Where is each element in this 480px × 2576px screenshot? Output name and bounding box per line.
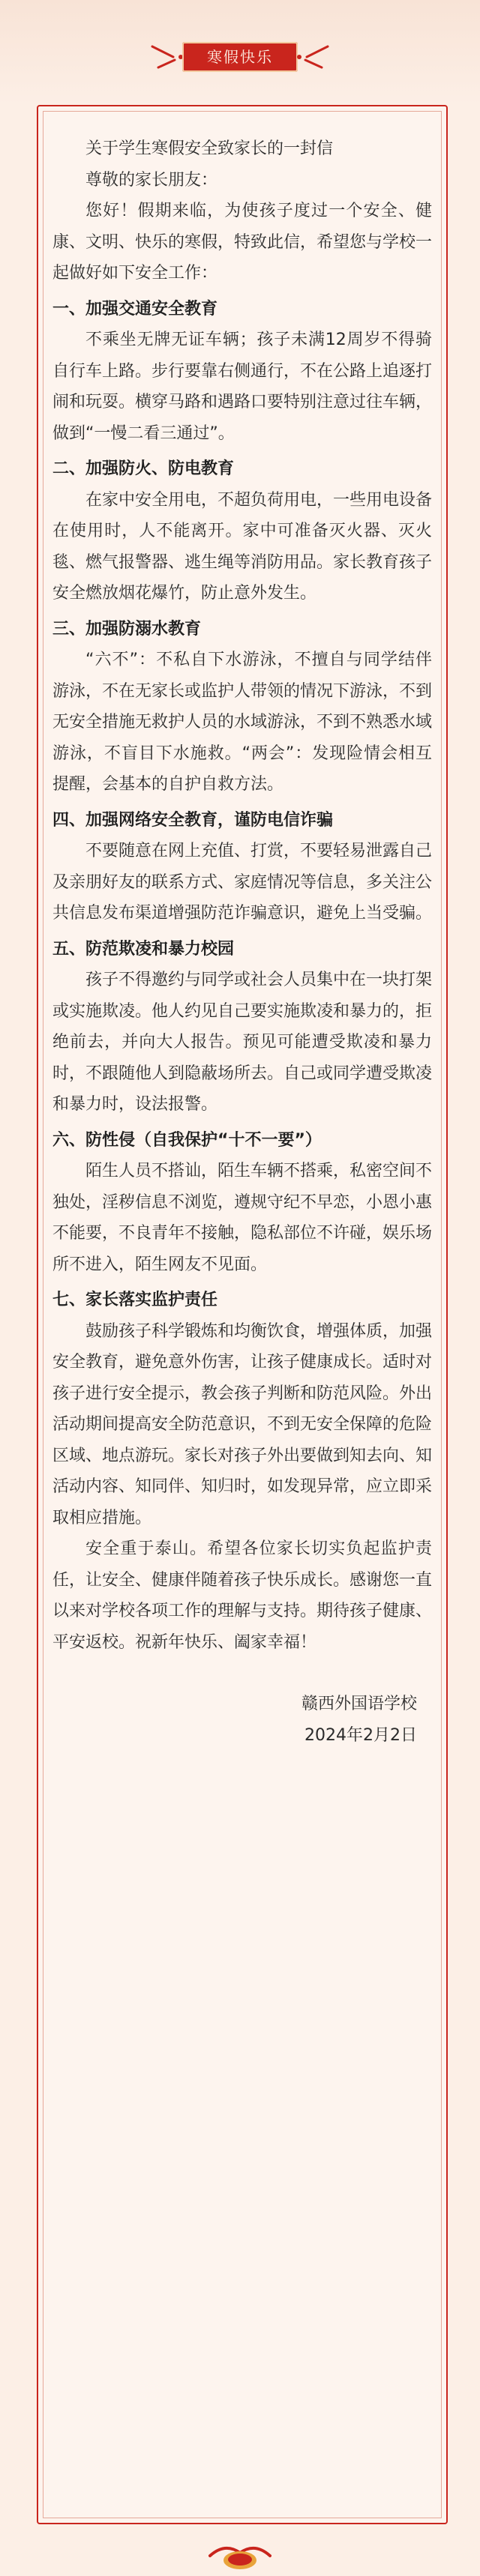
spacer [52, 1658, 432, 1689]
letter-title: 关于学生寒假安全致家长的一封信 [86, 139, 334, 158]
section-heading: 一、加强交通安全教育 [52, 299, 218, 319]
section-heading: 三、加强防溺水教育 [52, 619, 202, 639]
letter-greeting: 尊敬的家长朋友： [86, 170, 218, 190]
closing-paragraph: 安全重于泰山。希望各位家长切实负起监护责任，让安全、健康伴随着孩子快乐成长。感谢您一直以来对学校各项工作的理解与支持。期待孩子健康、平安返校。祝新年快乐、阖家幸福！ [52, 1539, 433, 1652]
section-body: 不乘坐无牌无证车辆；孩子未满12周岁不得骑自行车上路。步行要靠右侧通行，不在公路上追逐打闹和玩耍。横穿马路和遇路口要特别注意过往车辆，做到“一慢二看三通过”。 [52, 331, 433, 443]
section-heading: 六、防性侵（自我保护“十不一要”） [52, 1130, 322, 1150]
section-body: 陌生人员不搭讪，陌生车辆不搭乘，私密空间不独处，淫秽信息不浏览，遵规守纪不早恋，小恩小惠不能要，不良青年不接触，隐私部位不许碰，娱乐场所不进入，陌生网友不见面。 [52, 1162, 433, 1274]
swirl-decoration-icon [289, 42, 334, 72]
section-heading: 四、加强网络安全教育，谨防电信诈骗 [52, 810, 334, 830]
section-body: 不要随意在网上充值、打赏，不要轻易泄露自己及亲朋好友的联系方式、家庭情况等信息，多关注公共信息发布渠道增强防范诈骗意识，避免上当受骗。 [52, 842, 433, 923]
section-body: “六不”：不私自下水游泳，不擅自与同学结伴游泳，不在无家长或监护人带领的情况下游泳，不到无安全措施无救护人员的水域游泳，不到不熟悉水域游泳，不盲目下水施救。“两会”：发现险情会相互提醒，会基本的自护自救方法。 [52, 651, 433, 794]
lantern-decoration-icon [202, 2535, 278, 2576]
letter-intro: 您好！假期来临，为使孩子度过一个安全、健康、文明、快乐的寒假，特致此信，希望您与学校一起做好如下安全工作： [52, 202, 433, 283]
section-heading: 二、加强防火、防电教育 [52, 459, 235, 478]
section-body: 鼓励孩子科学锻炼和均衡饮食，增强体质，加强安全教育，避免意外伤害，让孩子健康成长。适时对孩子进行安全提示，教会孩子判断和防范风险。外出活动期间提高安全防范意识，不到无安全保障的危险区域、地点游玩。家长对孩子外出要做到知去向、知活动内容、知同伴、知归时，如发现异常，应立即采取相应措施。 [52, 1321, 433, 1527]
section-body: 在家中安全用电，不超负荷用电，一些用电设备在使用时，人不能离开。家中可准备灭火器、灭火毯、燃气报警器、逃生绳等消防用品。家长教育孩子安全燃放烟花爆竹，防止意外发生。 [52, 490, 433, 603]
banner-title: 寒假快乐 [182, 42, 298, 72]
signature-date: 2024年2月2日 [304, 1725, 417, 1745]
banner [0, 42, 480, 72]
letter-content [52, 133, 432, 1751]
section-heading: 五、防范欺凌和暴力校园 [52, 939, 235, 959]
signature-school: 赣西外国语学校 [301, 1695, 417, 1713]
section-heading: 七、家长落实监护责任 [52, 1291, 218, 1309]
section-body: 孩子不得邀约与同学或社会人员集中在一块打架或实施欺凌。他人约见自己要实施欺凌和暴力的，拒绝前去，并向大人报告。预见可能遭受欺凌和暴力时，不跟随他人到隐蔽场所去。自己或同学遭受欺凌和暴力时，设法报警。 [52, 971, 433, 1114]
